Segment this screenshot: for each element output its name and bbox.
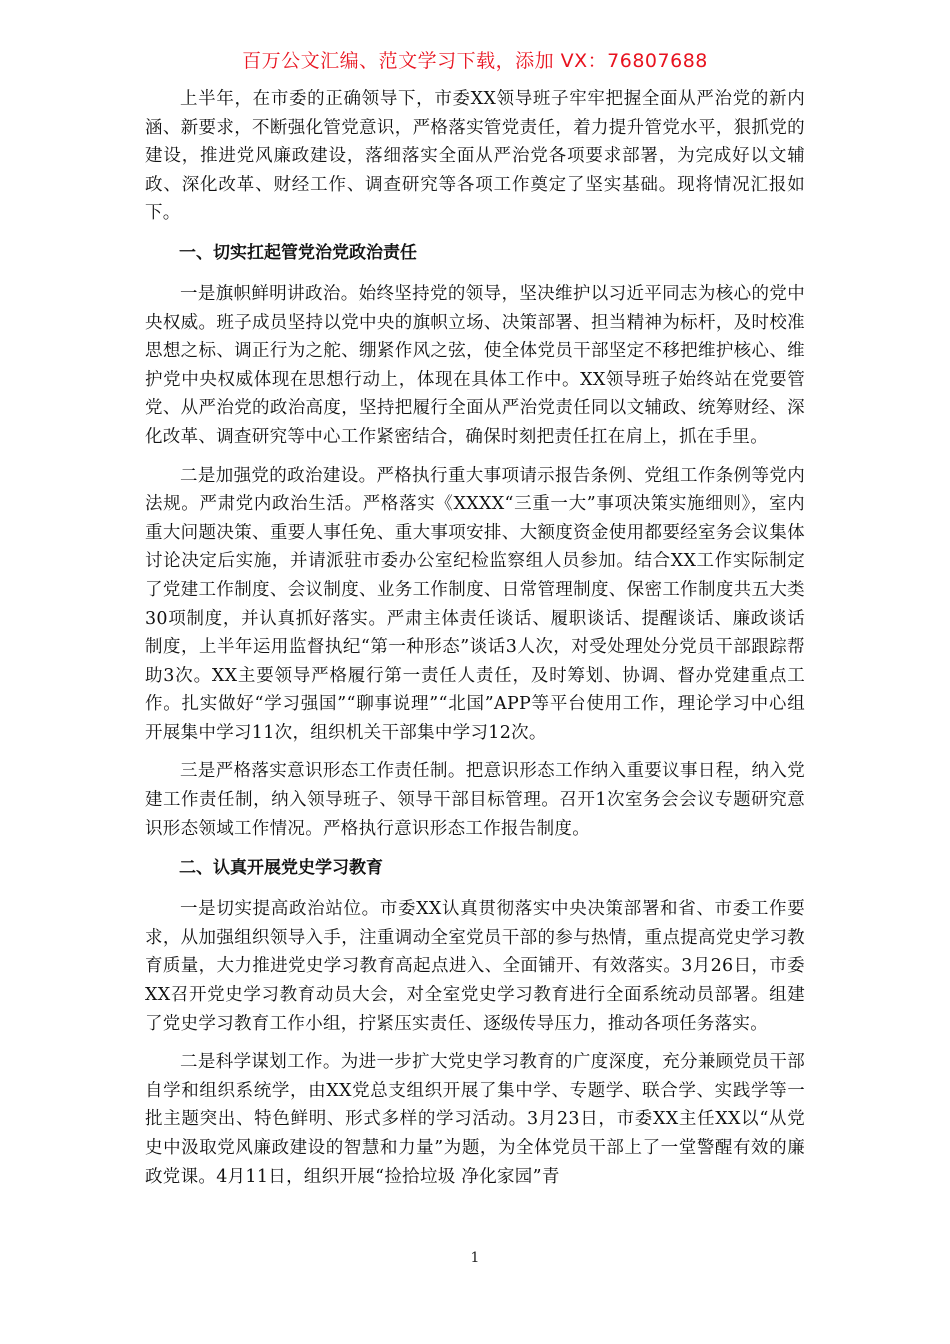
section2-paragraph-2: 二是科学谋划工作。为进一步扩大党史学习教育的广度深度，充分兼顾党员干部自学和组织系统学，由XX党总支组织开展了集中学、专题学、联合学、实践学等一批主题突出、特色鲜明、形式多样的学习活动。3月23日，市委XX主任XX以“从党史中汲取党风廉政建设的智慧和力量”为题，为全体党员干部上了一堂警醒有效的廉政党课。4月11日，组织开展“捡拾垃圾 净化家园”青 bbox=[145, 1052, 805, 1187]
section-heading-2: 二、认真开展党史学习教育 bbox=[179, 858, 383, 879]
section1-paragraph-1: 一是旗帜鲜明讲政治。始终坚持党的领导，坚决维护以习近平同志为核心的党中央权威。班子成员坚持以党中央的旗帜立场、决策部署、担当精神为标杆，及时校准思想之标、调正行为之舵、绷紧作风之弦，使全体党员干部坚定不移把维护核心、维护党中央权威体现在思想行动上，体现在具体工作中。XX领导班子始终站在党要管党、从严治党的政治高度，坚持把履行全面从严治党责任同以文辅政、统筹财经、深化改革、调查研究等中心工作紧密结合，确保时刻把责任扛在肩上，抓在手里。 bbox=[145, 283, 805, 447]
intro-paragraph: 上半年，在市委的正确领导下，市委XX领导班子牢牢把握全面从严治党的新内涵、新要求，不断强化管党意识，严格落实管党责任，着力提升管党水平，狠抓党的建设，推进党风廉政建设，落细落实全面从严治党各项要求部署，为完成好以文辅政、深化改革、财经工作、调查研究等各项工作奠定了坚实基础。现将情况汇报如下。 bbox=[145, 89, 805, 224]
section1-paragraph-3: 三是严格落实意识形态工作责任制。把意识形态工作纳入重要议事日程，纳入党建工作责任制，纳入领导班子、领导干部目标管理。召开1次室务会会议专题研究意识形态领域工作情况。严格执行意识形态工作报告制度。 bbox=[145, 761, 805, 839]
section-heading-1: 一、切实扛起管党治党政治责任 bbox=[179, 242, 417, 263]
watermark-banner: 百万公文汇编、范文学习下载，添加 VX：76807688 bbox=[242, 50, 708, 72]
document-body bbox=[145, 85, 805, 1201]
section1-paragraph-2: 二是加强党的政治建设。严格执行重大事项请示报告条例、党组工作条例等党内法规。严肃党内政治生活。严格落实《XXXX“三重一大”事项决策实施细则》，室内重大问题决策、重要人事任免、重大事项安排、大额度资金使用都要经室务会议集体讨论决定后实施，并请派驻市委办公室纪检监察组人员参加。结合XX工作实际制定了党建工作制度、会议制度、业务工作制度、日常管理制度、保密工作制度共五大类30项制度，并认真抓好落实。严肃主体责任谈话、履职谈话、提醒谈话、廉政谈话制度，上半年运用监督执纪“第一种形态”谈话3人次，对受处理处分党员干部跟踪帮助3次。XX主要领导严格履行第一责任人责任，及时筹划、协调、督办党建重点工作。扎实做好“学习强国”“聊事说理”“北国”APP等平台使用工作，理论学习中心组开展集中学习11次，组织机关干部集中学习12次。 bbox=[145, 465, 805, 743]
section2-paragraph-1: 一是切实提高政治站位。市委XX认真贯彻落实中央决策部署和省、市委工作要求，从加强组织领导入手，注重调动全室党员干部的参与热情，重点提高党史学习教育质量，大力推进党史学习教育高起点进入、全面铺开、有效落实。3月26日，市委XX召开党史学习教育动员大会，对全室党史学习教育进行全面系统动员部署。组建了党史学习教育工作小组，拧紧压实责任、逐级传导压力，推动各项任务落实。 bbox=[145, 899, 805, 1034]
page-number: 1 bbox=[470, 1250, 480, 1266]
